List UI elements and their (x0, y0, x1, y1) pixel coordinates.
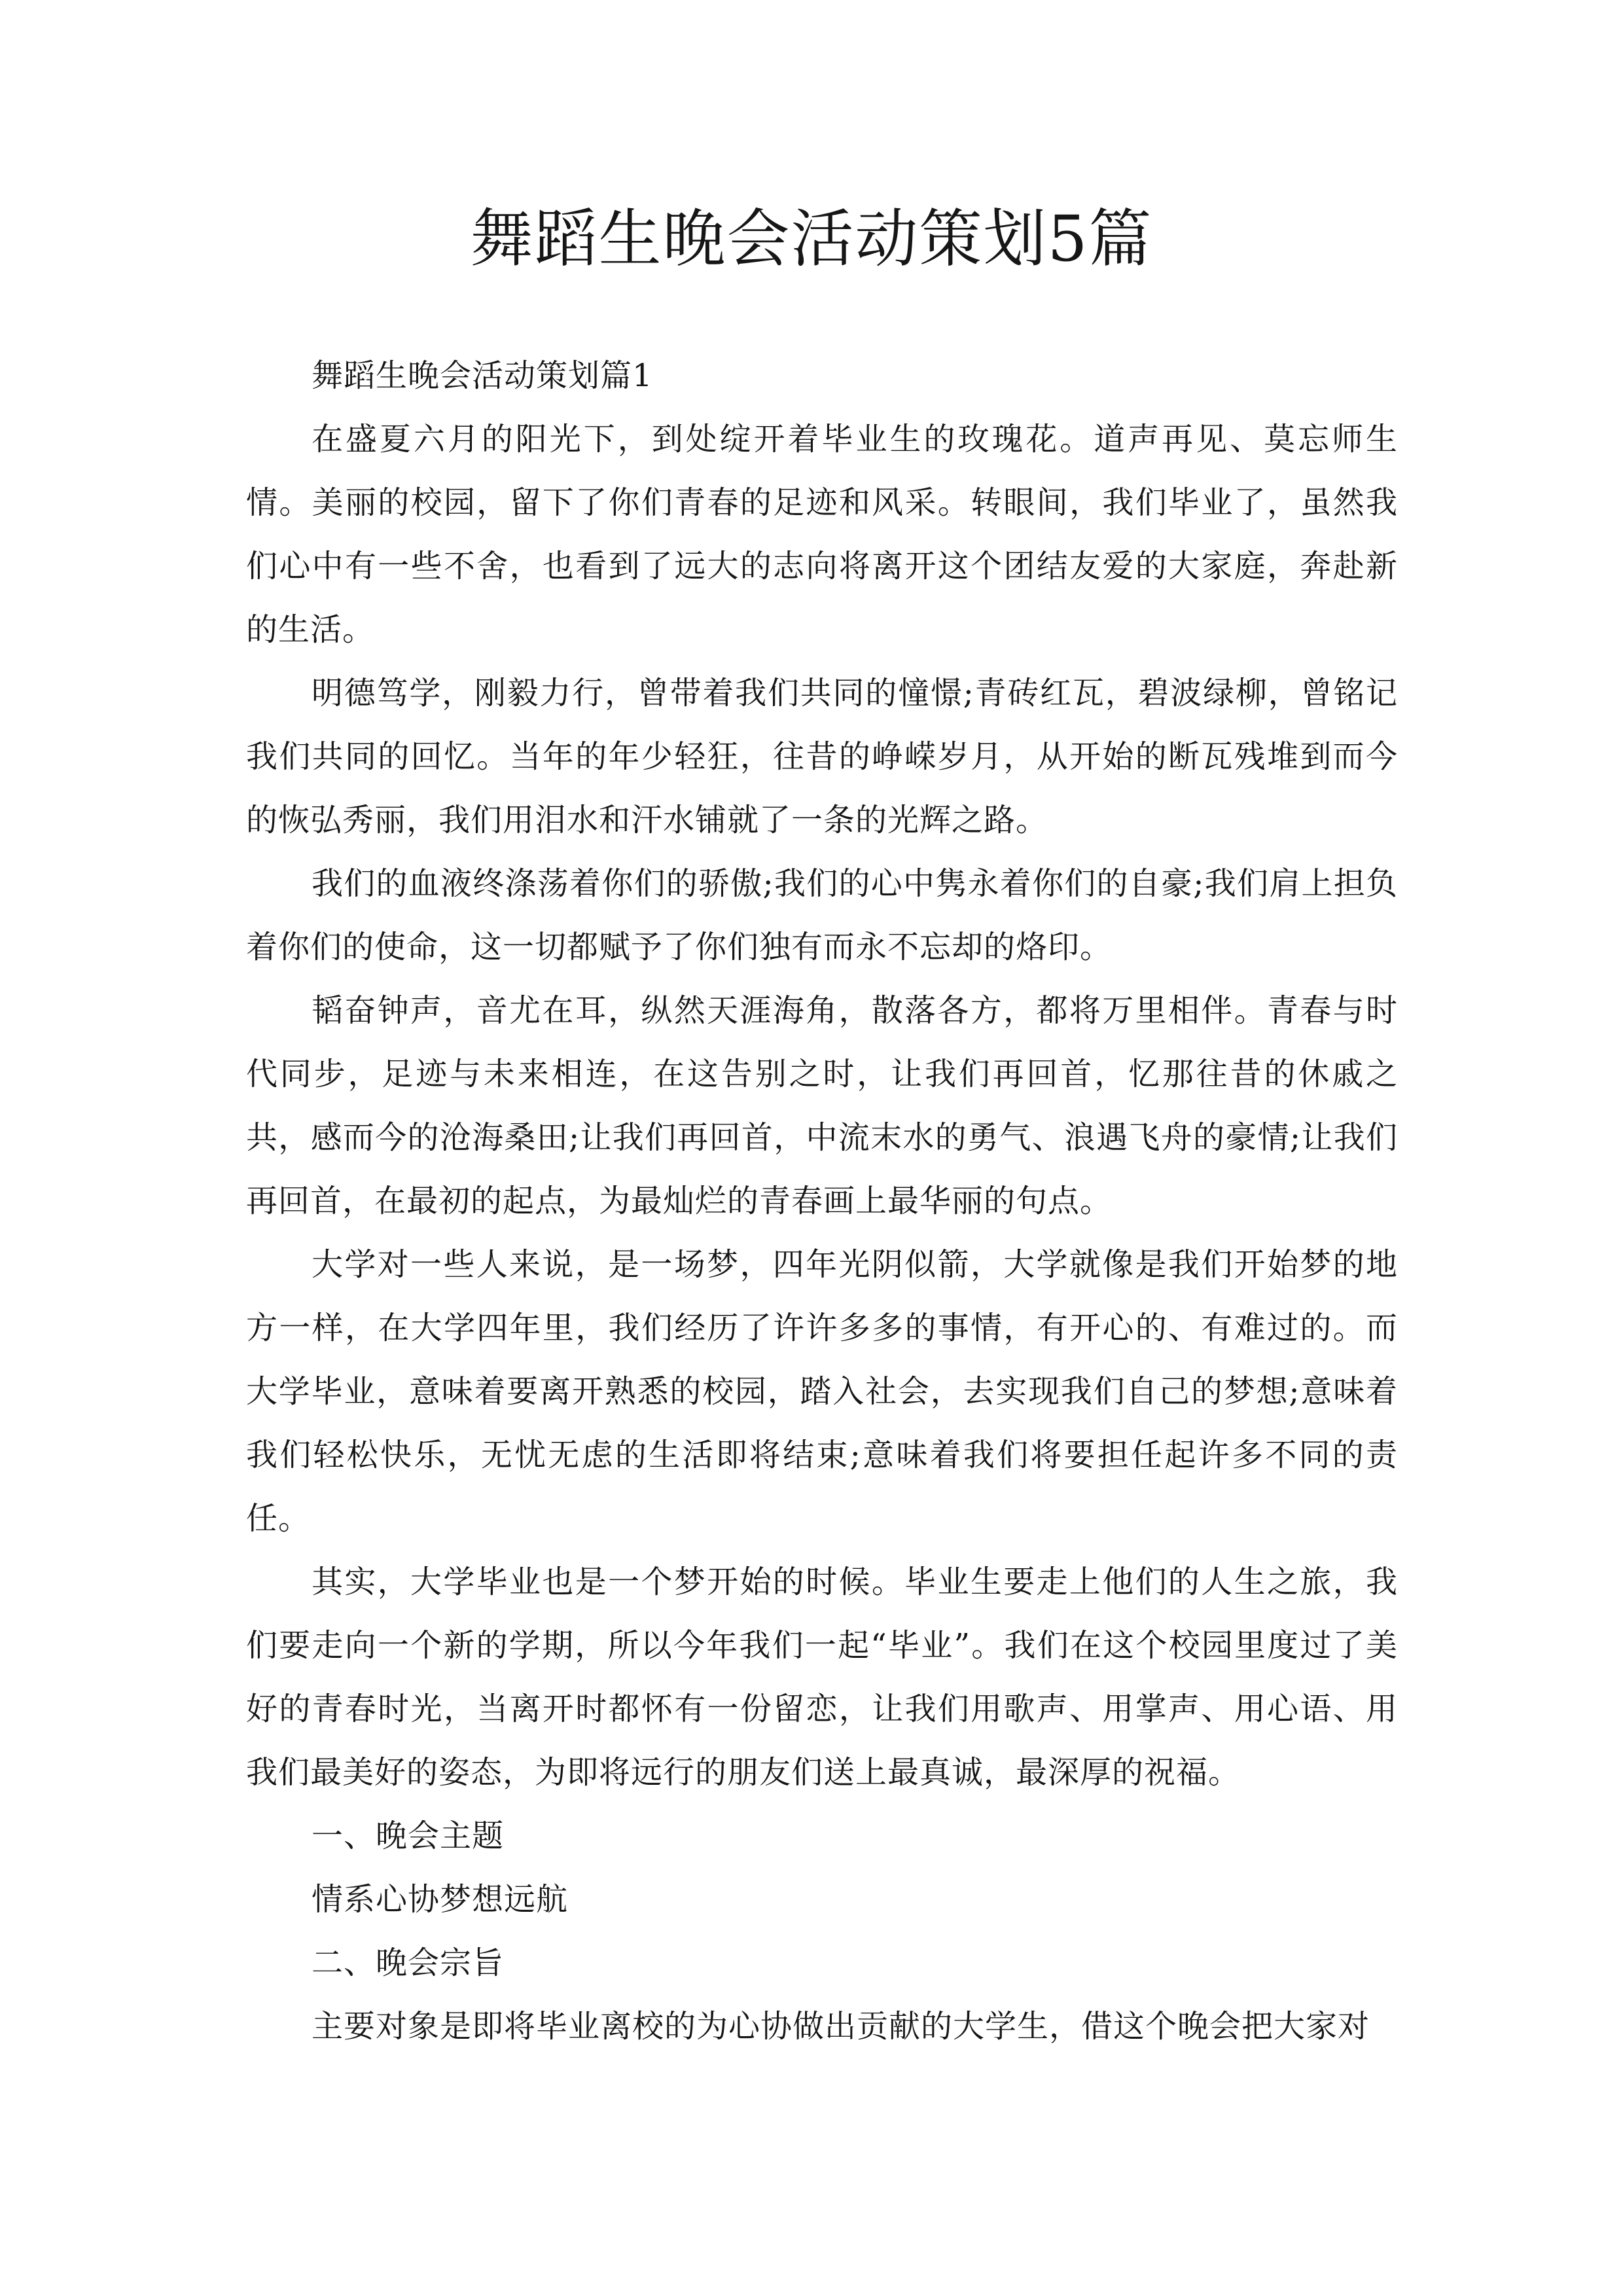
section-heading-purpose: 二、晚会宗旨 (312, 1945, 505, 1981)
paragraph: 在盛夏六月的阳光下，到处绽开着毕业生的玫瑰花。道声再见、莫忘师生情。美丽的校园，留下了你们青春的足迹和风采。转眼间，我们毕业了，虽然我们心中有一些不舍，也看到了远大的志向将离开这个团结友爱的大家庭，奔赴新的生活。 (246, 421, 1398, 648)
document-body (246, 344, 1398, 2058)
section-heading-part-1: 舞蹈生晚会活动策划篇1 (312, 357, 653, 394)
theme-text: 情系心协梦想远航 (312, 1881, 569, 1918)
paragraph: 韬奋钟声，音尤在耳，纵然天涯海角，散落各方，都将万里相伴。青春与时代同步，足迹与未来相连，在这告别之时，让我们再回首，忆那往昔的休戚之共，感而今的沧海桑田;让我们再回首，中流末水的勇气、浪遇飞舟的豪情;让我们再回首，在最初的起点，为最灿烂的青春画上最华丽的句点。 (246, 992, 1398, 1219)
paragraph: 我们的血液终涤荡着你们的骄傲;我们的心中隽永着你们的自豪;我们肩上担负着你们的使命，这一切都赋予了你们独有而永不忘却的烙印。 (246, 865, 1398, 965)
section-heading-theme: 一、晚会主题 (312, 1818, 505, 1854)
paragraph: 大学对一些人来说，是一场梦，四年光阴似箭，大学就像是我们开始梦的地方一样，在大学四年里，我们经历了许许多多的事情，有开心的、有难过的。而大学毕业，意味着要离开熟悉的校园，踏入社会，去实现我们自己的梦想;意味着我们轻松快乐，无忧无虑的生活即将结束;意味着我们将要担任起许多不同的责任。 (246, 1246, 1398, 1537)
document-title: 舞蹈生晚会活动策划5篇 (470, 202, 1153, 276)
paragraph: 主要对象是即将毕业离校的为心协做出贡献的大学生，借这个晚会把大家对 (312, 2008, 1370, 2045)
paragraph: 明德笃学，刚毅力行，曾带着我们共同的憧憬;青砖红瓦，碧波绿柳，曾铭记我们共同的回忆。当年的年少轻狂，往昔的峥嵘岁月，从开始的断瓦残堆到而今的恢弘秀丽，我们用泪水和汗水铺就了一条的光辉之路。 (246, 675, 1398, 838)
paragraph: 其实，大学毕业也是一个梦开始的时候。毕业生要走上他们的人生之旅，我们要走向一个新的学期，所以今年我们一起“毕业”。我们在这个校园里度过了美好的青春时光，当离开时都怀有一份留恋，让我们用歌声、用掌声、用心语、用我们最美好的姿态，为即将远行的朋友们送上最真诚，最深厚的祝福。 (246, 1564, 1398, 1791)
